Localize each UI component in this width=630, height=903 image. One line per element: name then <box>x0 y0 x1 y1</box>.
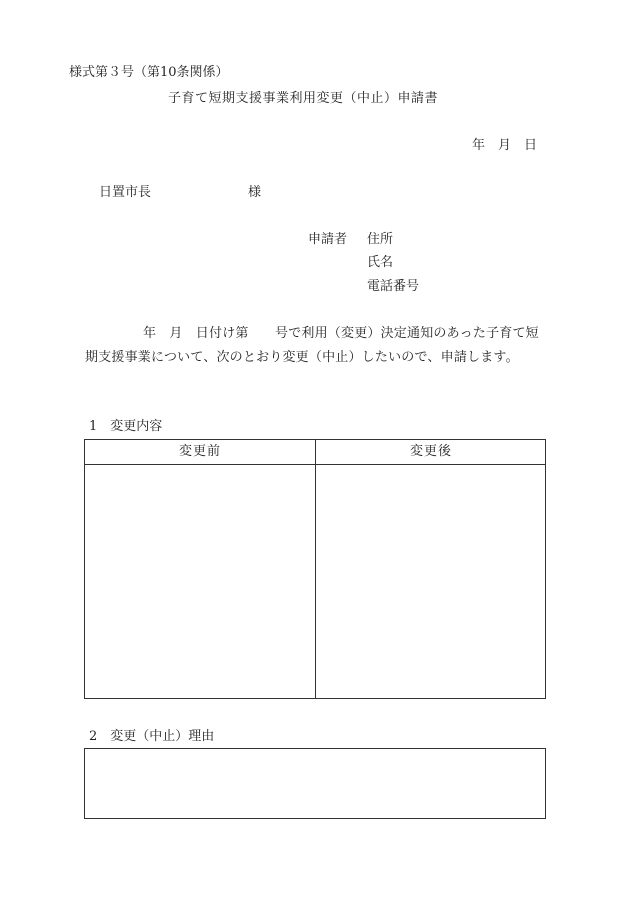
addressee-name: 日置市長 <box>99 185 152 200</box>
column-header-after: 変更後 <box>409 444 452 459</box>
before-change-cell[interactable] <box>85 465 315 698</box>
section-change-details-title: 1 変更内容 <box>89 419 163 434</box>
applicant-label: 申請者 <box>308 232 348 247</box>
section-reason-title: 2 変更（中止）理由 <box>89 729 215 744</box>
reason-box[interactable] <box>84 748 546 819</box>
change-details-table <box>84 439 546 699</box>
request-body-text: 年 月 日付け第 号で利用（変更）決定通知のあった子育て短期支援事業について、次のとおり変更（中止）したいので、申請します。 <box>85 326 539 365</box>
after-change-cell[interactable] <box>316 465 545 698</box>
phone-label: 電話番号 <box>367 279 420 294</box>
addressee-honorific: 様 <box>248 185 262 200</box>
address-label: 住所 <box>367 232 394 247</box>
column-header-before: 変更前 <box>178 444 221 459</box>
name-label: 氏名 <box>367 255 394 270</box>
form-number: 様式第３号（第10条関係） <box>69 65 229 80</box>
document-title: 子育て短期支援事業利用変更（中止）申請書 <box>168 91 439 106</box>
date-line: 年 月 日 <box>472 138 538 153</box>
